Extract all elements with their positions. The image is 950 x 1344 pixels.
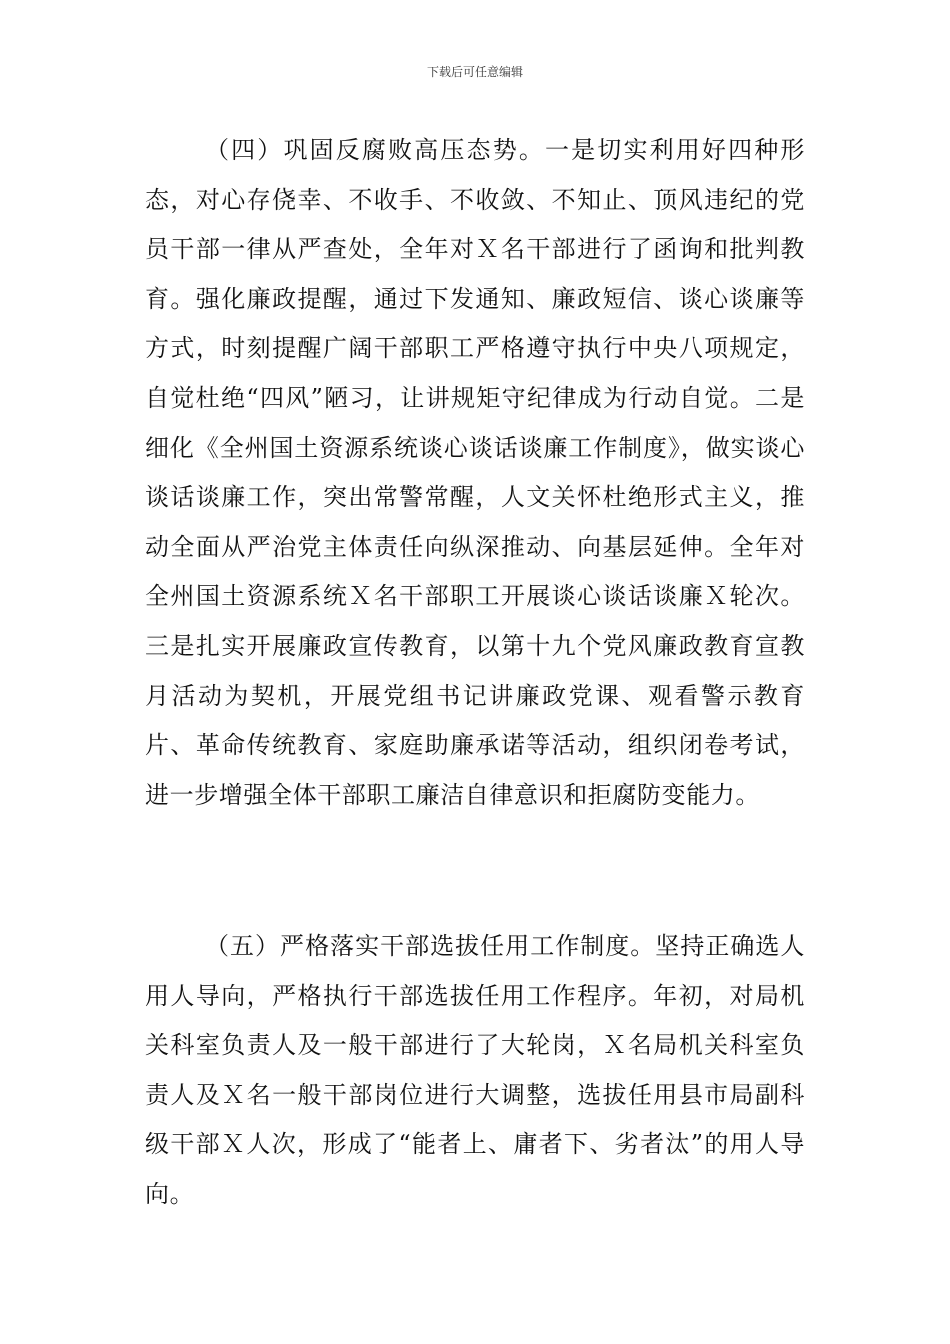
paragraph-cadre-selection [145,922,805,1220]
paragraph-text: （四）巩固反腐败高压态势。一是切实利用好四种形态，对心存侥幸、不收手、不收敛、不知止、顶风违纪的党员干部一律从严查处，全年对Ｘ名干部进行了函询和批判教育。强化廉政提醒，通过下发通知、廉政短信、谈心谈廉等方式，时刻提醒广阔干部职工严格遵守执行中央八项规定，自觉杜绝“四风”陋习，让讲规矩守纪律成为行动自觉。二是细化《全州国土资源系统谈心谈话谈廉工作制度》，做实谈心谈话谈廉工作，突出常警常醒，人文关怀杜绝形式主义，推动全面从严治党主体责任向纵深推动、向基层延伸。全年对全州国土资源系统Ｘ名干部职工开展谈心谈话谈廉Ｘ轮次。三是扎实开展廉政宣传教育，以第十九个党风廉政教育宣教月活动为契机，开展党组书记讲廉政党课、观看警示教育片、革命传统教育、家庭助廉承诺等活动，组织闭卷考试，进一步增强全体干部职工廉洁自律意识和拒腐防变能力。 [145,136,805,809]
page-header: 下载后可任意编辑 [426,65,523,79]
paragraph-text: （五）严格落实干部选拔任用工作制度。坚持正确选人用人导向，严格执行干部选拔任用工作程序。年初，对局机关科室负责人及一般干部进行了大轮岗，Ｘ名局机关科室负责人及Ｘ名一般干部岗位进行大调整，选拔任用县市局副科级干部Ｘ人次，形成了“能者上、庸者下、劣者汰”的用人导向。 [145,932,805,1208]
paragraph-anti-corruption [145,126,805,820]
